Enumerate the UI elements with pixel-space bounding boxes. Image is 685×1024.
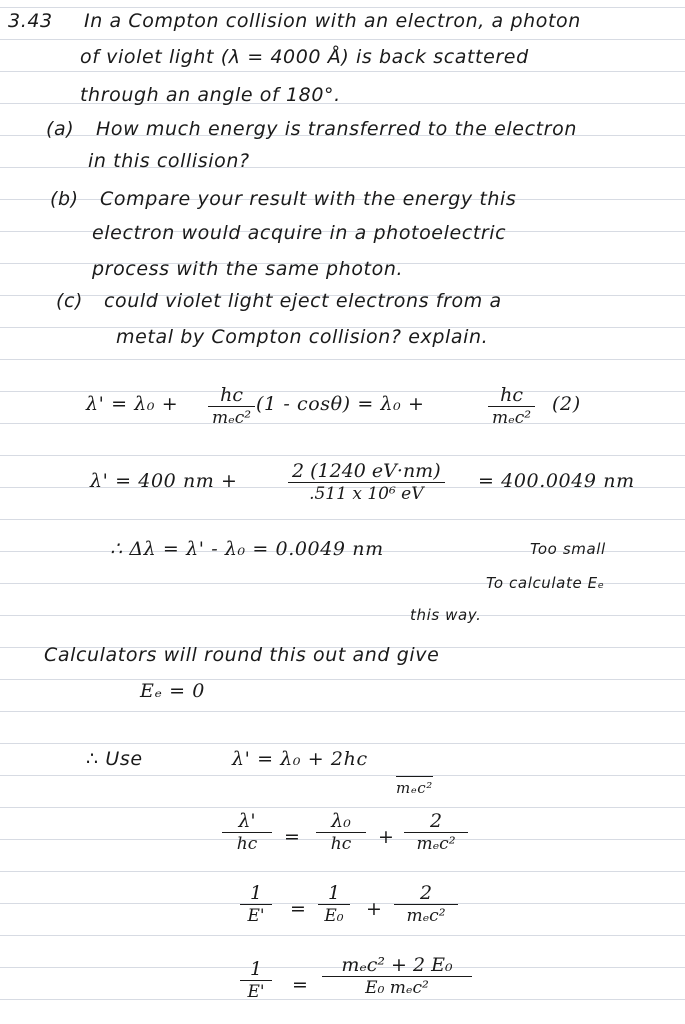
r1-b-den: hc — [330, 834, 352, 854]
r1-c-num: 2 — [429, 810, 443, 832]
eq1-numerator: hc — [220, 384, 243, 406]
eq1-fraction — [208, 384, 255, 428]
calculator-remark: Calculators will round this out and give — [44, 644, 440, 666]
part-b-line-1: Compare your result with the energy this — [100, 188, 517, 210]
r2-b-den: E₀ — [324, 906, 344, 926]
r1-frac-a — [222, 810, 272, 854]
r3-equals: = — [292, 974, 309, 996]
r2-frac-b — [318, 882, 350, 926]
use-formula-denominator: mₑc² — [396, 776, 433, 797]
part-b-line-3: process with the same photon. — [92, 258, 404, 280]
use-formula: λ' = λ₀ + 2hc — [232, 748, 368, 770]
part-b-label: (b) — [50, 188, 79, 210]
r2-frac-a — [240, 882, 272, 926]
problem-number: 3.43 — [8, 10, 53, 32]
r1-frac-c — [404, 810, 468, 854]
part-a-label: (a) — [46, 118, 75, 140]
part-a-line-1: How much energy is transferred to the electron — [96, 118, 577, 140]
problem-line-2: of violet light (λ = 4000 Å) is back scattered — [80, 46, 529, 68]
eq2-denominator: .511 x 10⁶ eV — [309, 484, 424, 504]
ee-zero: Eₑ = 0 — [140, 680, 205, 702]
eq2-lhs: λ' = 400 nm + — [90, 470, 238, 492]
r2-c-num: 2 — [419, 882, 433, 904]
r1-a-num: λ' — [238, 810, 256, 832]
note-this-way: this way. — [410, 606, 482, 624]
eq1-middle: (1 - cosθ) = λ₀ + — [256, 393, 425, 415]
note-too-small: Too small — [530, 540, 606, 558]
eq1-fraction-2 — [488, 384, 535, 428]
r1-c-den: mₑc² — [416, 834, 456, 854]
r3-frac-a — [240, 958, 272, 1002]
eq1-denominator: mₑc² — [212, 408, 252, 428]
eq1-lhs: λ' = λ₀ + — [86, 393, 179, 415]
r3-c-num: mₑc² + 2 E₀ — [341, 954, 453, 976]
eq1-numerator-2: hc — [500, 384, 523, 406]
r2-frac-c — [394, 882, 458, 926]
problem-line-1: In a Compton collision with an electron, a photon — [84, 10, 581, 32]
r3-a-den: E' — [247, 982, 265, 1002]
eq1-denominator-2: mₑc² — [492, 408, 532, 428]
r2-plus: + — [366, 898, 383, 920]
part-a-line-2: in this collision? — [88, 150, 250, 172]
part-c-line-1: could violet light eject electrons from a — [104, 290, 502, 312]
part-b-line-2: electron would acquire in a photoelectric — [92, 222, 507, 244]
problem-line-3: through an angle of 180°. — [80, 84, 341, 106]
r3-c-den: E₀ mₑc² — [365, 978, 429, 998]
r2-a-num: 1 — [249, 882, 263, 904]
note-calculate: To calculate Eₑ — [486, 574, 605, 592]
r2-a-den: E' — [247, 906, 265, 926]
r2-b-num: 1 — [327, 882, 341, 904]
eq2-numerator: 2 (1240 eV·nm) — [292, 460, 441, 482]
eq2-rhs: = 400.0049 nm — [478, 470, 635, 492]
part-c-label: (c) — [56, 290, 84, 312]
r3-a-num: 1 — [249, 958, 263, 980]
eq1-tail: (2) — [552, 393, 581, 415]
r1-frac-b — [316, 810, 366, 854]
r1-plus: + — [378, 826, 395, 848]
r2-c-den: mₑc² — [406, 906, 446, 926]
eq2-fraction — [288, 460, 445, 504]
r3-frac-c — [322, 954, 472, 998]
r1-equals: = — [284, 826, 301, 848]
use-label: ∴ Use — [86, 748, 143, 770]
r1-a-den: hc — [236, 834, 258, 854]
r2-equals: = — [290, 898, 307, 920]
r1-b-num: λ₀ — [331, 810, 351, 832]
part-c-line-2: metal by Compton collision? explain. — [116, 326, 489, 348]
eq3: ∴ Δλ = λ' - λ₀ = 0.0049 nm — [110, 538, 384, 560]
